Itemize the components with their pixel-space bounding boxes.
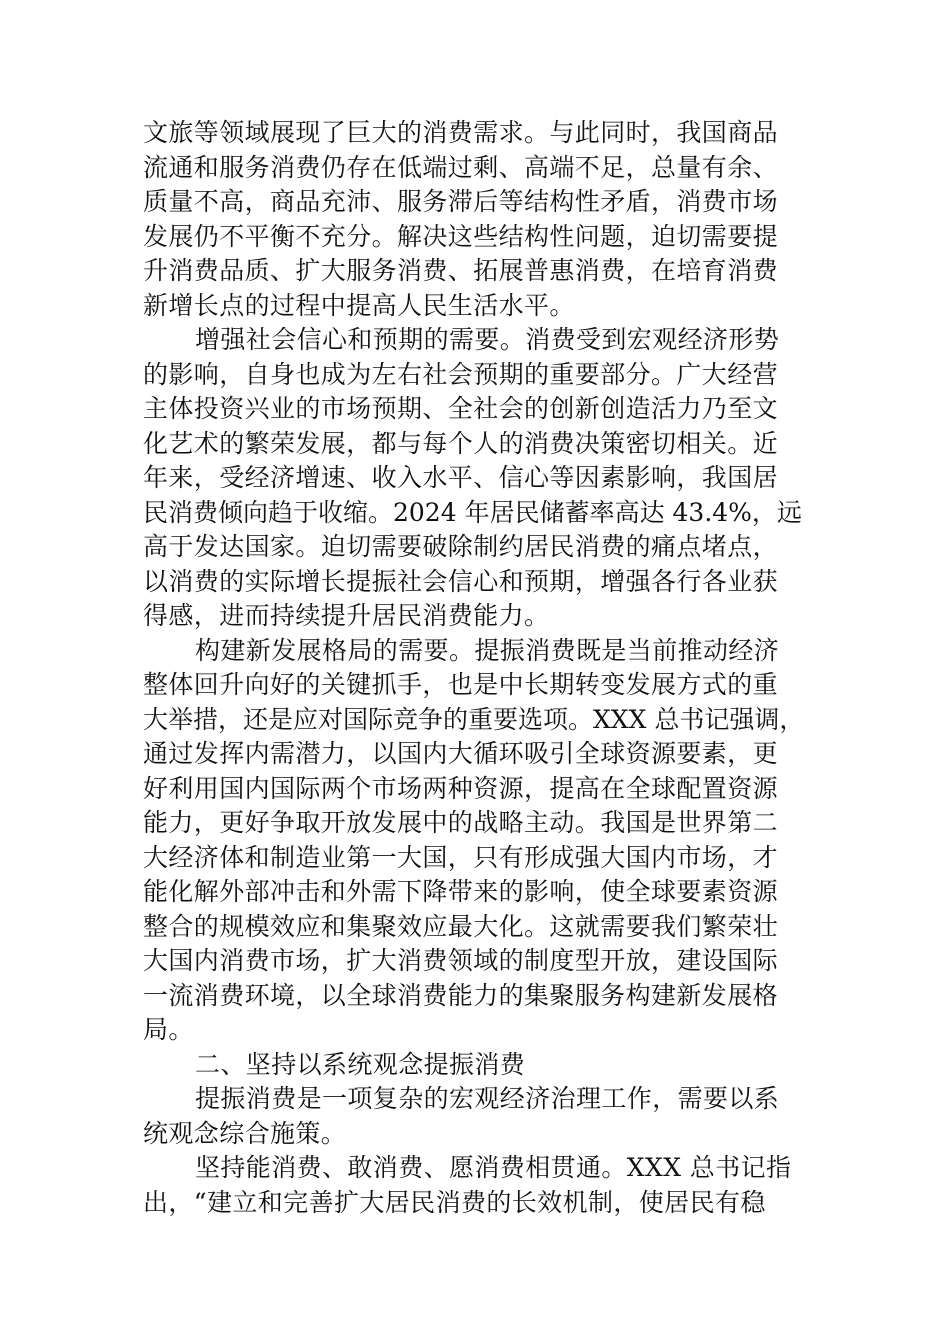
text-line: 出，“建立和完善扩大居民消费的长效机制，使居民有稳 xyxy=(143,1187,766,1217)
text-line: 能力，更好争取开放发展中的战略主动。我国是世界第二 xyxy=(143,808,779,837)
text-line: 整体回升向好的关键抓手，也是中长期转变发展方式的重 xyxy=(143,670,779,699)
text-line: 质量不高，商品充沛、服务滞后等结构性矛盾，消费市场 xyxy=(143,187,779,216)
text-line: 二、坚持以系统观念提振消费 xyxy=(195,1049,526,1079)
text-line: 增强社会信心和预期的需要。消费受到宏观经济形势 xyxy=(195,325,780,354)
text-line: 的影响，自身也成为左右社会预期的重要部分。广大经营 xyxy=(143,359,779,389)
text-line: 新增长点的过程中提高人民生活水平。 xyxy=(143,290,575,320)
text-line: 发展仍不平衡不充分。解决这些结构性问题，迫切需要提 xyxy=(143,221,779,251)
text-line: 大举措，还是应对国际竞争的重要选项。XXX 总书记强调， xyxy=(143,704,805,734)
text-line: 提振消费是一项复杂的宏观经济治理工作，需要以系 xyxy=(195,1084,780,1113)
text-line: 主体投资兴业的市场预期、全社会的创新创造活力乃至文 xyxy=(143,394,779,423)
text-line: 整合的规模效应和集聚效应最大化。这就需要我们繁荣壮 xyxy=(143,911,779,941)
text-line: 通过发挥内需潜力，以国内大循环吸引全球资源要素，更 xyxy=(143,739,779,768)
text-line: 好利用国内国际两个市场两种资源，提高在全球配置资源 xyxy=(143,773,779,803)
text-line: 大国内消费市场，扩大消费领域的制度型开放，建设国际 xyxy=(143,946,779,975)
document-body xyxy=(143,116,807,1220)
text-line: 以消费的实际增长提振社会信心和预期，增强各行各业获 xyxy=(143,566,779,596)
text-line: 能化解外部冲击和外需下降带来的影响，使全球要素资源 xyxy=(143,877,779,906)
text-line: 民消费倾向趋于收缩。2024 年居民储蓄率高达 43.4%，远 xyxy=(143,497,802,527)
text-line: 得感，进而持续提升居民消费能力。 xyxy=(143,601,550,630)
text-line: 统观念综合施策。 xyxy=(143,1118,347,1148)
text-line: 升消费品质、扩大服务消费、拓展普惠消费，在培育消费 xyxy=(143,256,779,285)
text-line: 一流消费环境，以全球消费能力的集聚服务构建新发展格 xyxy=(143,980,779,1010)
text-line: 文旅等领域展现了巨大的消费需求。与此同时，我国商品 xyxy=(143,118,779,147)
text-line: 化艺术的繁荣发展，都与每个人的消费决策密切相关。近 xyxy=(143,428,779,458)
text-line: 局。 xyxy=(143,1015,194,1044)
text-line: 流通和服务消费仍存在低端过剩、高端不足，总量有余、 xyxy=(143,152,779,182)
text-line: 坚持能消费、敢消费、愿消费相贯通。XXX 总书记指 xyxy=(195,1153,792,1182)
text-line: 构建新发展格局的需要。提振消费既是当前推动经济 xyxy=(195,635,780,665)
text-line: 大经济体和制造业第一大国，只有形成强大国内市场，才 xyxy=(143,842,779,872)
text-line: 年来，受经济增速、收入水平、信心等因素影响，我国居 xyxy=(143,463,779,492)
text-line: 高于发达国家。迫切需要破除制约居民消费的痛点堵点， xyxy=(143,532,779,561)
